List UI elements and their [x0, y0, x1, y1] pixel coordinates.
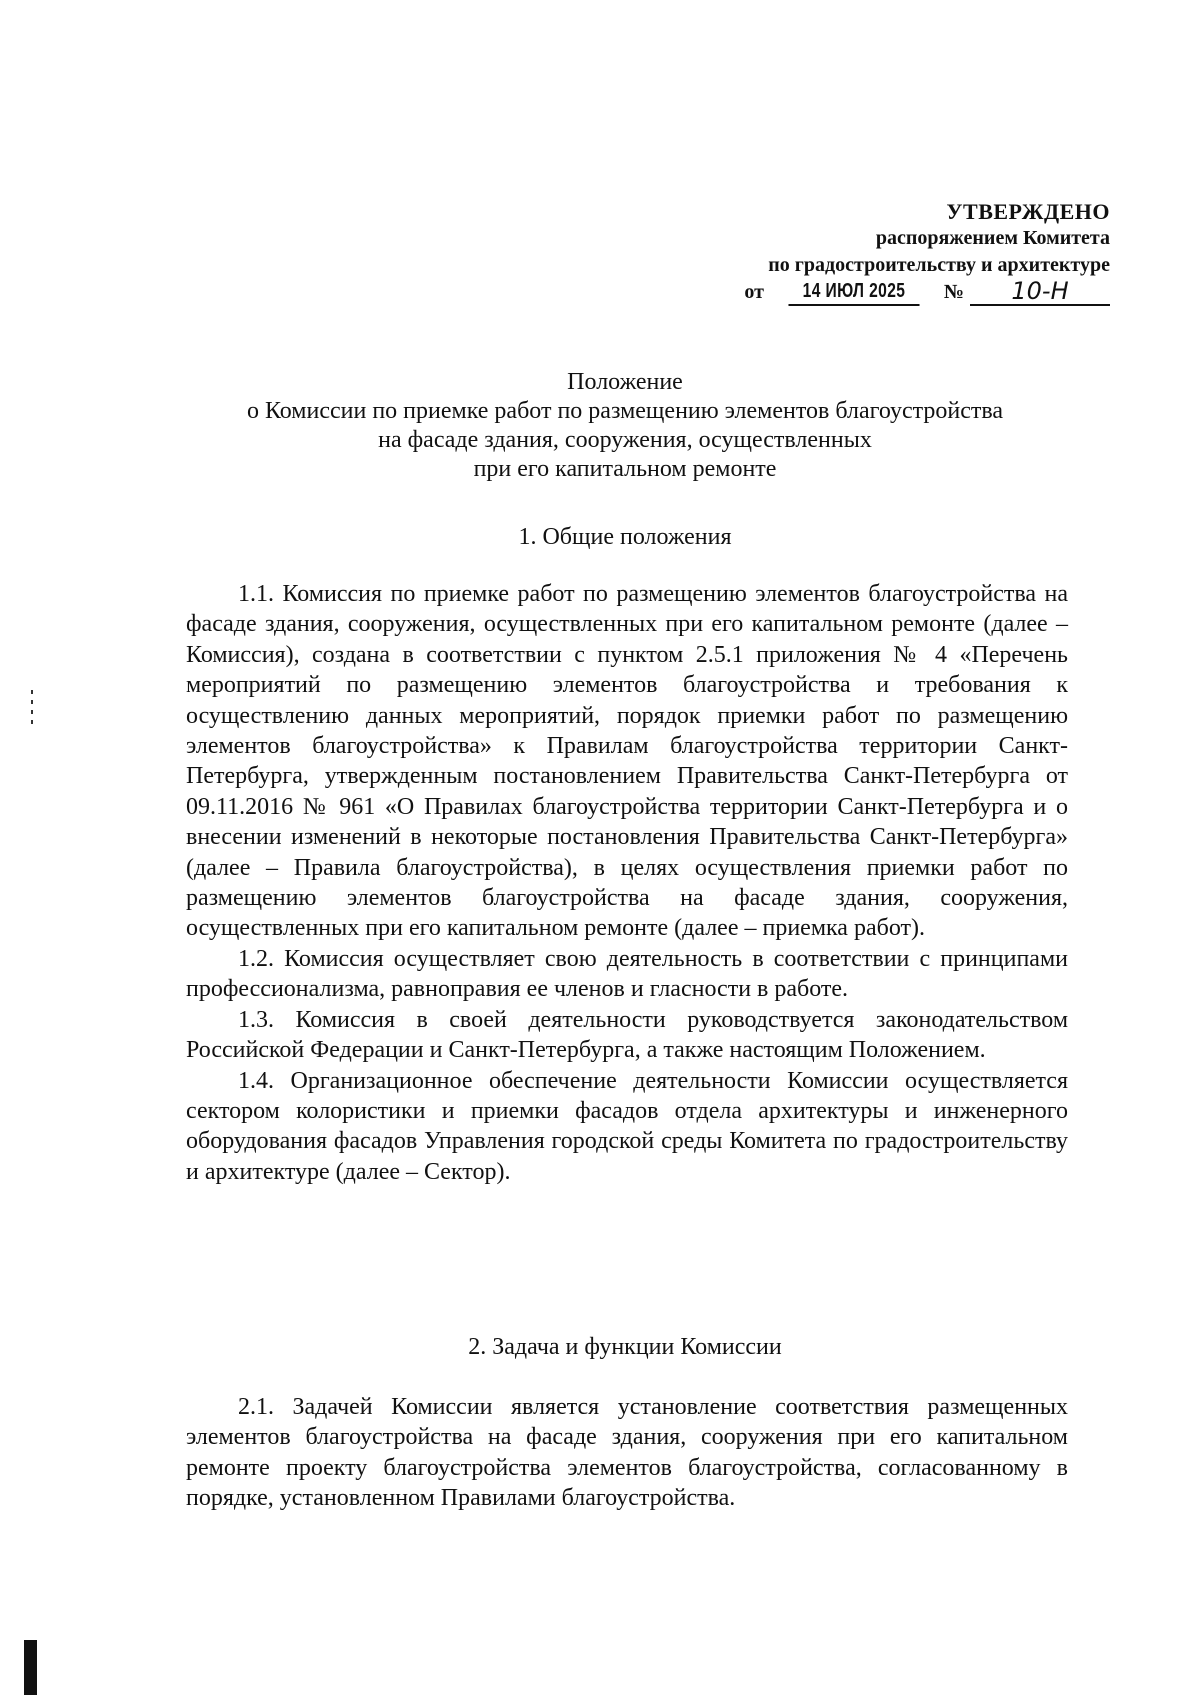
paragraph-1-2: 1.2. Комиссия осуществляет свою деятельность в соответствии с принципами профессионализма, равноправия ее членов и гласности в работе.	[186, 945, 1068, 1003]
approval-date-line	[690, 279, 1110, 306]
approval-date: 14 ИЮЛ 2025	[788, 280, 919, 306]
heading-line-2: о Комиссии по приемке работ по размещению элементов благоустройства	[246, 398, 1004, 424]
date-prefix: от	[744, 281, 764, 303]
heading-line-3: на фасаде здания, сооружения, осуществленных	[378, 427, 872, 453]
section-1-body	[186, 579, 1068, 1187]
paragraph-1-4: 1.4. Организационное обеспечение деятельности Комиссии осуществляется сектором колористики и приемки фасадов отдела архитектуры и инженерного оборудования фасадов Управления городской среды Комитета по градостроительству и архитектуре (далее – Сектор).	[186, 1067, 1068, 1185]
approval-line-1: распоряжением Комитета	[875, 227, 1110, 249]
paragraph-1-3: 1.3. Комиссия в своей деятельности руководствуется законодательством Российской Федерации и Санкт-Петербурга, а также настоящим Положением.	[186, 1006, 1068, 1064]
paragraph-2-1: 2.1. Задачей Комиссии является установление соответствия размещенных элементов благоустройства на фасаде здания, сооружения при его капитальном ремонте проекту благоустройства элементов благоустройства, согласованному в порядке, установленном Правилами благоустройства.	[186, 1394, 1068, 1512]
section-2-body	[186, 1392, 1068, 1514]
scan-artifact-dots	[31, 690, 33, 730]
paragraph-1-1: 1.1. Комиссия по приемке работ по размещению элементов благоустройства на фасаде здания, сооружения, осуществленных при его капитальном ремонте (далее – Комиссия), создана в соответствии с пунктом 2.5.1 приложения № 4 «Перечень мероприятий по размещению элементов благоустройства и требования к осуществлению данных мероприятий, порядок приемки работ по размещению элементов благоустройства» к Правилам благоустройства территории Санкт-Петербурга, утвержденным постановлением Правительства Санкт-Петербурга от 09.11.2016 № 961 «О Правилах благоустройства территории Санкт-Петербурга и о внесении изменений в некоторые постановления Правительства Санкт-Петербурга» (далее – Правила благоустройства), в целях осуществления приемки работ по размещению элементов благоустройства на фасаде здания, сооружения, осуществленных при его капитальном ремонте (далее – приемка работ).	[186, 581, 1068, 942]
section-2-title: 2. Задача и функции Комиссии	[468, 1334, 782, 1360]
approval-title: УТВЕРЖДЕНО	[946, 199, 1110, 224]
heading-line-4: при его капитальном ремонте	[473, 456, 777, 482]
approval-number: 10-Н	[970, 280, 1110, 306]
document-heading	[180, 368, 1070, 484]
approval-block	[690, 198, 1110, 306]
heading-line-1: Положение	[567, 369, 683, 395]
section-1-title: 1. Общие положения	[518, 524, 732, 550]
number-prefix: №	[943, 281, 964, 303]
scan-artifact-edge	[24, 1640, 37, 1695]
approval-line-2: по градостроительству и архитектуре	[768, 254, 1110, 276]
